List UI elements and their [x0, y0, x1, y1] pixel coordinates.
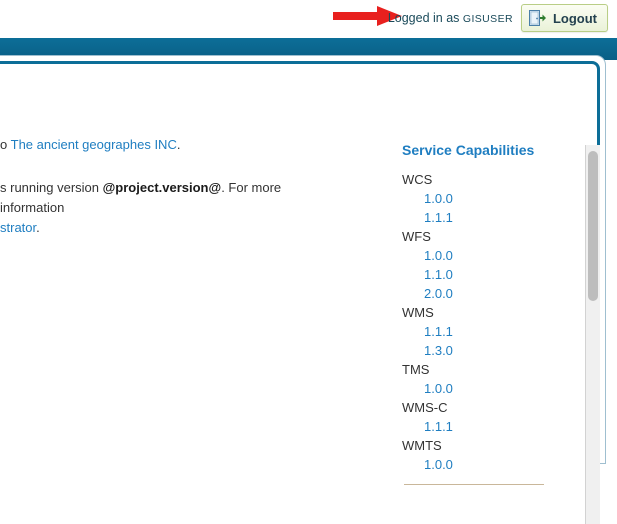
capability-group-wfs	[402, 227, 572, 303]
capability-version-link[interactable]: 1.1.1	[424, 419, 453, 434]
page-scrollbar-track[interactable]	[585, 145, 600, 524]
logout-button-label: Logout	[552, 10, 597, 26]
capability-service-name: WMTS	[402, 438, 442, 453]
door-exit-icon	[528, 9, 546, 27]
administrator-link[interactable]: strator	[0, 220, 37, 235]
capability-version-link[interactable]: 1.0.0	[424, 191, 453, 206]
version-text-part2: . For more information	[0, 180, 282, 215]
login-status-area	[388, 2, 608, 34]
logged-in-label	[388, 11, 513, 25]
main-content	[0, 60, 600, 472]
logged-in-prefix: Logged in as	[387, 11, 460, 25]
top-bar	[0, 0, 617, 38]
capability-group-tms	[402, 360, 572, 398]
version-line	[0, 178, 330, 238]
capability-version-link[interactable]: 1.0.0	[424, 457, 453, 472]
capability-version-link[interactable]: 1.1.0	[424, 267, 453, 282]
welcome-prefix: o	[0, 137, 8, 152]
capability-version-link[interactable]: 1.0.0	[424, 248, 453, 263]
welcome-line	[0, 136, 350, 154]
capability-group-wcs	[402, 170, 572, 227]
capability-service-name: WCS	[402, 172, 433, 187]
version-value: @project.version@	[102, 180, 222, 195]
capability-group-wms	[402, 303, 572, 360]
capability-service-name: WMS	[402, 305, 434, 320]
logged-in-username: GISUSER	[462, 13, 513, 25]
capability-version-link[interactable]: 1.3.0	[424, 343, 453, 358]
capability-group-wms-c	[402, 398, 572, 436]
capability-service-name: WFS	[402, 229, 431, 244]
welcome-suffix: .	[176, 137, 181, 152]
capabilities-divider	[404, 484, 544, 485]
capability-service-name: TMS	[402, 362, 430, 377]
capability-version-link[interactable]: 2.0.0	[424, 286, 453, 301]
version-text-part4: .	[36, 220, 40, 235]
welcome-text-block	[0, 136, 350, 238]
service-capabilities-panel	[402, 142, 572, 485]
capability-version-link[interactable]: 1.1.1	[424, 210, 453, 225]
capability-version-link[interactable]: 1.0.0	[424, 381, 453, 396]
logout-button[interactable]	[521, 4, 608, 32]
capability-version-link[interactable]: 1.1.1	[424, 324, 453, 339]
page-scrollbar-thumb[interactable]	[588, 151, 598, 301]
organization-link[interactable]: The ancient geographes INC	[10, 137, 177, 152]
capability-group-wmts	[402, 436, 572, 474]
version-text-part1: s running version	[0, 180, 99, 195]
service-capabilities-title: Service Capabilities	[402, 142, 535, 158]
capability-service-name: WMS-C	[402, 400, 448, 415]
